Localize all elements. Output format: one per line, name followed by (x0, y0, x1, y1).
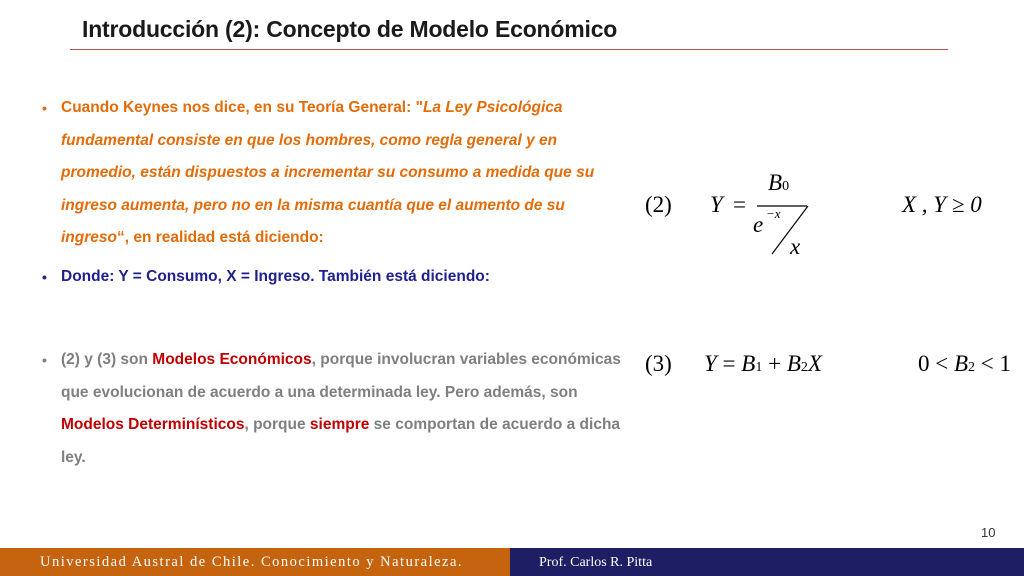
highlight-siempre: siempre (309, 416, 370, 433)
highlight-modelos-deterministicos: Modelos Determinísticos (61, 416, 245, 433)
formula-2-fraction-lines (755, 198, 815, 260)
bullet-models (40, 344, 630, 474)
formula-2-numerator: B0 (768, 170, 790, 195)
page-number: 10 (981, 525, 996, 540)
bullet-models-part3: , porque (244, 416, 310, 433)
formula-2-lhs: Y (710, 192, 723, 217)
formula-3-condition: 0 < B2 < 1 (918, 351, 1012, 376)
bullet-dot-icon: • (42, 352, 47, 368)
footer-university-text: Universidad Austral de Chile. Conocimiento y Naturaleza. (40, 554, 464, 570)
bullet-keynes-suffix: “, en realidad está diciendo: (116, 229, 324, 246)
highlight-modelos-economicos: Modelos Económicos (152, 351, 312, 368)
bullet-dot-icon: • (42, 268, 47, 285)
formula-3-expression: Y = B1 + B2X (704, 351, 822, 376)
bullet-dot-icon: • (42, 100, 47, 116)
bullet-definitions (40, 261, 630, 294)
bullet-models-part4: se comportan de acuerdo a dicha ley. (61, 416, 621, 466)
formula-2-condition: X , Y ≥ 0 (902, 192, 982, 217)
formula-2-equals: = (733, 192, 746, 217)
footer-author-bar (510, 548, 1024, 576)
title-divider (70, 49, 948, 50)
footer-university-bar (0, 548, 510, 576)
bullet-definitions-text: Donde: Y = Consumo, X = Ingreso. También está diciendo: (61, 267, 490, 285)
formula-2-denominator-base: e (753, 212, 764, 237)
bullet-keynes-quote: La Ley Psicológica fundamental consiste en que los hombres, como regla general y en promedio, están dispuestos a incrementar su consumo a medida que su ingreso aumenta, pero no en la misma cuantía que el aumento de su ingreso (61, 99, 595, 246)
formula-2-denominator-exponent: −x (766, 206, 781, 221)
formula-2-label: (2) (645, 192, 672, 217)
footer-author-text: Prof. Carlos R. Pitta (539, 555, 653, 570)
bullet-models-part2: , porque involucran variables económicas que evolucionan de acuerdo a una determinada ley. Pero además, son (61, 351, 621, 401)
bullet-list (40, 92, 630, 474)
formula-3-label: (3) (645, 351, 672, 376)
bullet-models-part1: (2) y (3) son (61, 351, 153, 368)
bullet-keynes (40, 92, 630, 255)
bullet-keynes-prefix: Cuando Keynes nos dice, en su Teoría General: " (61, 99, 423, 116)
slide-title: Introducción (2): Concepto de Modelo Económico (82, 16, 618, 42)
formula-2-denominator-x: x (790, 234, 801, 259)
